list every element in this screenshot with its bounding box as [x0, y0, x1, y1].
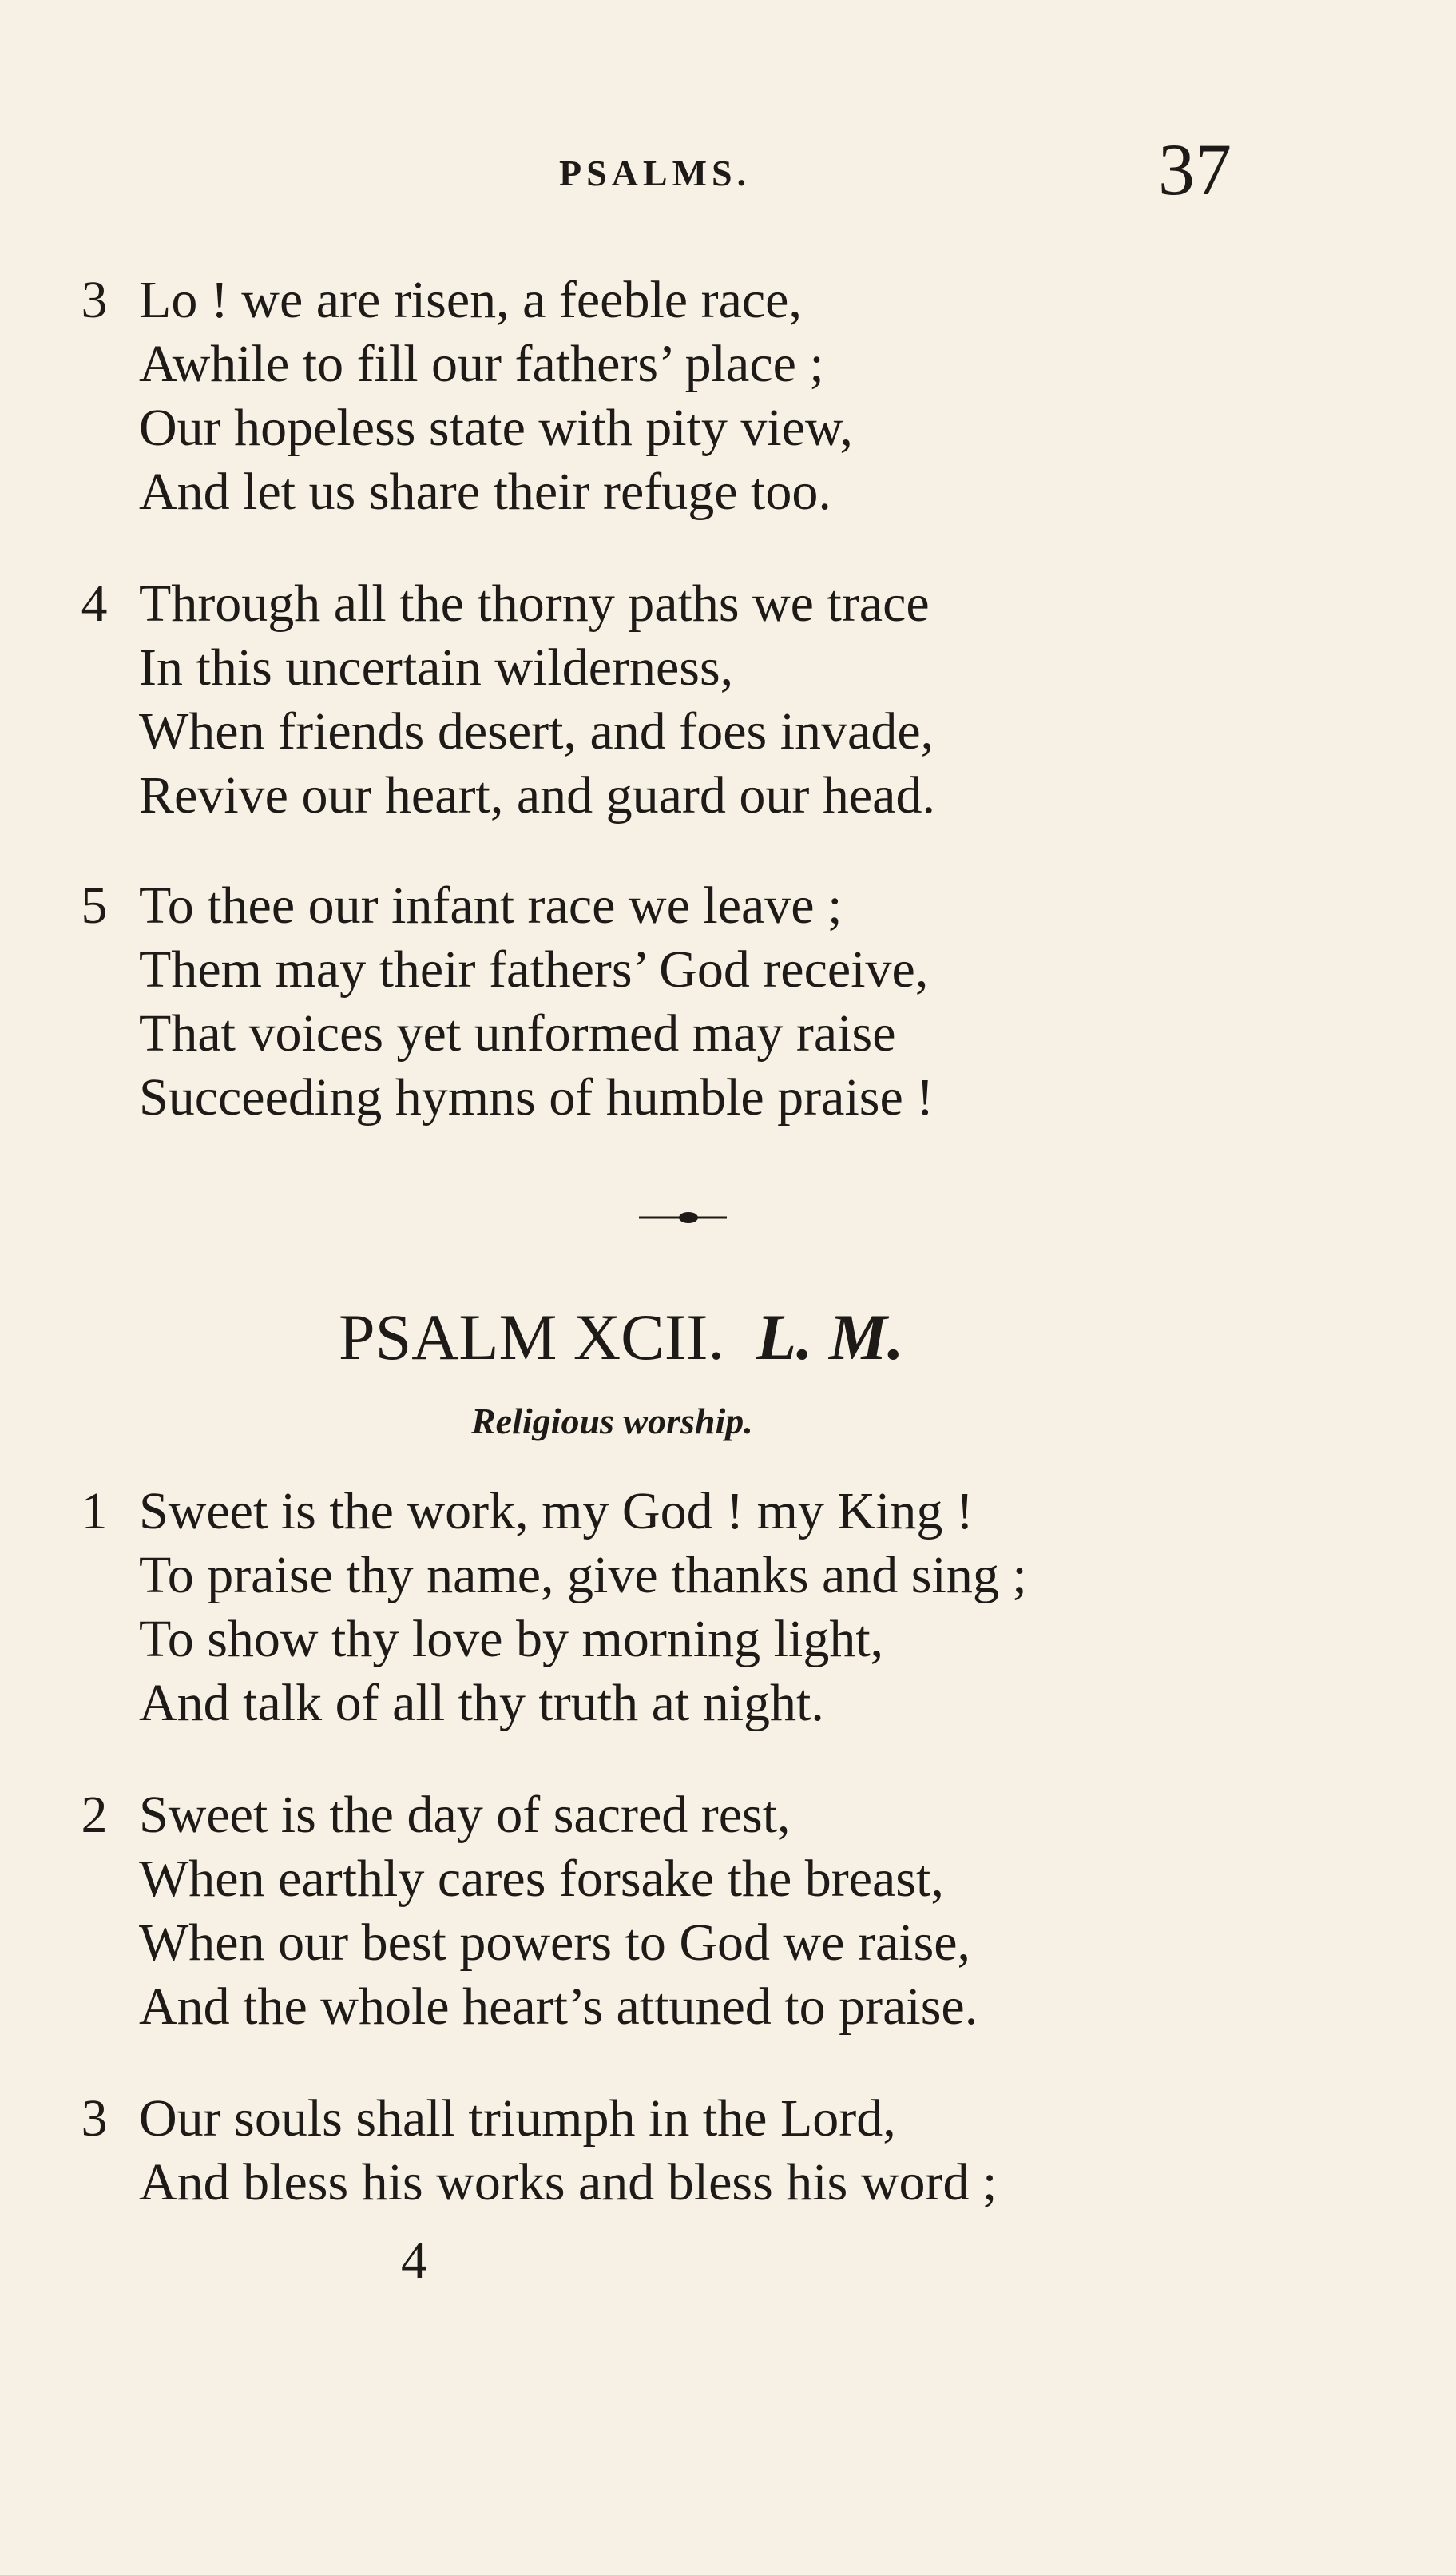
- verse-line: Them may their fathers’ God receive,: [139, 940, 929, 999]
- verse-lines: [139, 1480, 1027, 1735]
- signature-mark: 4: [401, 2231, 427, 2290]
- verse-line: In this uncertain wilderness,: [139, 638, 734, 697]
- verse-line: And bless his works and bless his word ;: [139, 2153, 998, 2211]
- verse-line: Awhile to fill our fathers’ place ;: [139, 335, 824, 393]
- verse-line: Revive our heart, and guard our head.: [139, 766, 935, 825]
- stanza-number: 5: [81, 876, 108, 935]
- stanza-number: 2: [81, 1786, 108, 1844]
- verse-line: Our hopeless state with pity view,: [139, 399, 853, 457]
- verse-line: To thee our infant race we leave ;: [139, 876, 843, 935]
- stanza-number: 3: [81, 271, 108, 329]
- verse-line: Lo ! we are risen, a feeble race,: [139, 271, 802, 329]
- verse-line: When earthly cares forsake the breast,: [139, 1850, 944, 1908]
- verse-lines: [139, 572, 935, 828]
- verse-line: That voices yet unformed may raise: [139, 1004, 896, 1063]
- ornament-divider: [639, 1208, 727, 1227]
- verse-line: When friends desert, and foes invade,: [139, 702, 934, 761]
- verse-line: And talk of all thy truth at night.: [139, 1674, 824, 1732]
- psalm-subtitle: Religious worship.: [471, 1401, 753, 1441]
- verse-line: Our souls shall triumph in the Lord,: [139, 2089, 896, 2148]
- verse-line: Sweet is the work, my God ! my King !: [139, 1482, 974, 1540]
- verse-line: When our best powers to God we raise,: [139, 1913, 971, 1972]
- verse-line: And let us share their refuge too.: [139, 463, 831, 521]
- psalm-title: [339, 1297, 903, 1377]
- verse-line: And the whole heart’s attuned to praise.: [139, 1977, 978, 2036]
- stanza-number: 4: [81, 574, 108, 633]
- verse-line: Sweet is the day of sacred rest,: [139, 1786, 791, 1844]
- psalm-meter: L. M.: [756, 1301, 904, 1373]
- verse-line: Succeeding hymns of humble praise !: [139, 1068, 934, 1127]
- verse-line: To show thy love by morning light,: [139, 1610, 884, 1668]
- verse-lines: [139, 1783, 978, 2039]
- psalm-title-text: PSALM XCII.: [339, 1301, 724, 1373]
- page-number: 37: [1158, 129, 1232, 210]
- verse-lines: [139, 874, 934, 1130]
- verse-line: Through all the thorny paths we trace: [139, 574, 930, 633]
- verse-line: To praise thy name, give thanks and sing ;: [139, 1546, 1027, 1604]
- verse-lines: [139, 268, 853, 524]
- stanza-number: 3: [81, 2089, 108, 2148]
- running-head: PSALMS.: [559, 153, 752, 193]
- stanza-number: 1: [81, 1482, 108, 1540]
- verse-lines: [139, 2087, 997, 2215]
